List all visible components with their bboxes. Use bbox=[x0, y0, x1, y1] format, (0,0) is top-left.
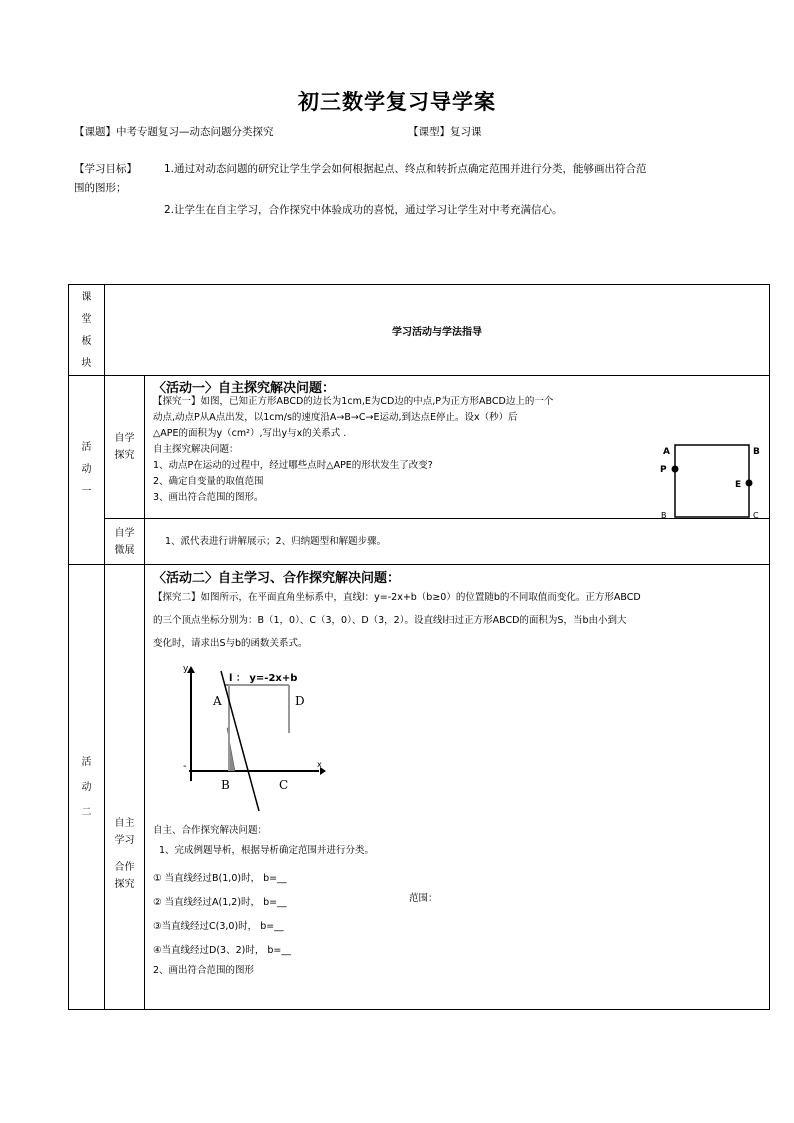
label-line: 微展 bbox=[114, 544, 135, 556]
label-line: 探究 bbox=[114, 450, 135, 461]
label-a: A bbox=[213, 694, 222, 708]
text-line: 1、动点P在运动的过程中，经过哪些点时△APE的形状发生了改变? bbox=[153, 460, 433, 471]
label-line: 合作 bbox=[114, 862, 135, 873]
b-item: ③当直线经过C(3,0)时， b=__ bbox=[153, 921, 284, 932]
goal-2: 2.让学生在自主学习，合作探究中体验成功的喜悦，通过学习让学生对中考充满信心。 bbox=[164, 204, 563, 216]
label-char: 动 bbox=[81, 464, 92, 475]
self-coop-label bbox=[105, 565, 145, 1010]
range-label: 范围： bbox=[409, 893, 438, 904]
text-line: 动点,动点P从A点出发，以1cm/s的速度沿A→B→C→E运动,到达点E停止。设x（秒）后 bbox=[153, 412, 518, 423]
text-line: 【探究一】如图，已知正方形ABCD的边长为1cm,E为CD边的中点,P为正方形ABCD边上的一个 bbox=[153, 396, 554, 407]
label-b: B bbox=[221, 778, 230, 792]
point-p bbox=[672, 466, 679, 473]
col-header-cell bbox=[69, 285, 105, 376]
text-line: 【探究二】如图所示，在平面直角坐标系中，直线l：y=-2x+b（b≥0）的位置随b的不同取值而变化。正方形ABCD bbox=[153, 592, 641, 603]
col-header-char: 板 bbox=[81, 336, 92, 347]
label-p: P bbox=[660, 465, 667, 475]
step-2: 2、画出符合范围的图形 bbox=[153, 965, 255, 976]
self-study-label bbox=[105, 376, 145, 519]
text-line: 3、画出符合范围的图形。 bbox=[153, 492, 264, 503]
label-char: 二 bbox=[81, 806, 92, 818]
activity-1-show bbox=[145, 519, 770, 565]
b-item: ② 当直线经过A(1,2)时， b=__ bbox=[153, 897, 287, 908]
label-c: C bbox=[279, 778, 289, 792]
text-line: 自主探究解决问题： bbox=[153, 444, 239, 455]
label-origin: - bbox=[183, 761, 187, 772]
label-line: 自学 bbox=[114, 527, 135, 539]
point-e bbox=[746, 480, 753, 487]
col-header-char: 课 bbox=[81, 292, 92, 303]
page-title: 初三数学复习导学案 bbox=[298, 89, 496, 114]
coop-heading: 自主、合作探究解决问题： bbox=[153, 825, 268, 836]
course-topic: 【课题】中考专题复习—动态问题分类探究 bbox=[74, 126, 274, 138]
label-b-top: B bbox=[753, 447, 760, 457]
b-item: ④当直线经过D(3、2)时， b=__ bbox=[153, 945, 291, 956]
activity-2-content bbox=[145, 565, 770, 1010]
activity-table bbox=[68, 284, 770, 1010]
show-text: 1、派代表进行讲解展示；2、归纳题型和解题步骤。 bbox=[165, 535, 387, 547]
col-header-char: 块 bbox=[81, 358, 92, 369]
goal-1: 1.通过对动态问题的研究让学生学会如何根据起点、终点和转折点确定范围并进行分类，能够画出符合范 bbox=[164, 163, 647, 175]
b-item: ① 当直线经过B(1,0)时， b=__ bbox=[153, 873, 287, 884]
label-b-bottom: B bbox=[661, 511, 667, 518]
label-c: C bbox=[753, 511, 759, 518]
activity-1-label bbox=[69, 376, 105, 565]
main-header: 学习活动与学法指导 bbox=[105, 285, 770, 376]
label-a: A bbox=[663, 447, 670, 457]
label-e: E bbox=[735, 480, 742, 490]
self-show-label bbox=[105, 519, 145, 565]
label-char: 动 bbox=[81, 781, 92, 793]
text-line: 变化时，请求出S与b的函数关系式。 bbox=[153, 638, 308, 649]
label-y: y bbox=[183, 664, 189, 674]
label-line: 探究 bbox=[114, 879, 135, 890]
label-char: 活 bbox=[81, 442, 92, 453]
label-line: 学习 bbox=[114, 835, 135, 846]
label-line: 自主 bbox=[114, 818, 135, 829]
course-type: 【课型】复习课 bbox=[408, 126, 482, 138]
square-figure bbox=[645, 436, 770, 518]
label-char: 活 bbox=[81, 756, 92, 768]
label-line-eq: l ： y=-2x+b bbox=[229, 673, 298, 684]
col-header-char: 堂 bbox=[81, 314, 92, 325]
goals-label: 【学习目标】 bbox=[74, 163, 137, 175]
text-line: 2、确定自变量的取值范围 bbox=[153, 476, 264, 487]
step-1: 1、完成例题导析，根据导析确定范围并进行分类。 bbox=[159, 845, 375, 856]
activity-1-heading: 〈活动一〉自主探究解决问题： bbox=[153, 381, 336, 396]
label-x: x bbox=[317, 760, 322, 769]
activity-2-heading: 〈活动二〉自主学习、合作探究解决问题： bbox=[153, 571, 401, 586]
text-line: 的三个顶点坐标分别为：B（1，0）、C（3，0）、D（3，2）。设直线l扫过正方形ABCD的面积为S，当b由小到大 bbox=[153, 615, 627, 626]
b-items bbox=[153, 867, 291, 963]
activity-2-text bbox=[153, 586, 767, 655]
activity-1-content bbox=[145, 376, 770, 519]
text-line: △APE的面积为y（cm²）,写出y与x的关系式 . bbox=[153, 428, 347, 439]
activity-1-text bbox=[153, 394, 673, 506]
label-d: D bbox=[295, 694, 305, 708]
label-char: 一 bbox=[81, 486, 92, 497]
coordinate-figure bbox=[179, 663, 329, 813]
label-line: 自学 bbox=[114, 433, 135, 444]
goal-1-cont: 围的图形； bbox=[74, 182, 127, 194]
activity-2-label bbox=[69, 565, 105, 1010]
